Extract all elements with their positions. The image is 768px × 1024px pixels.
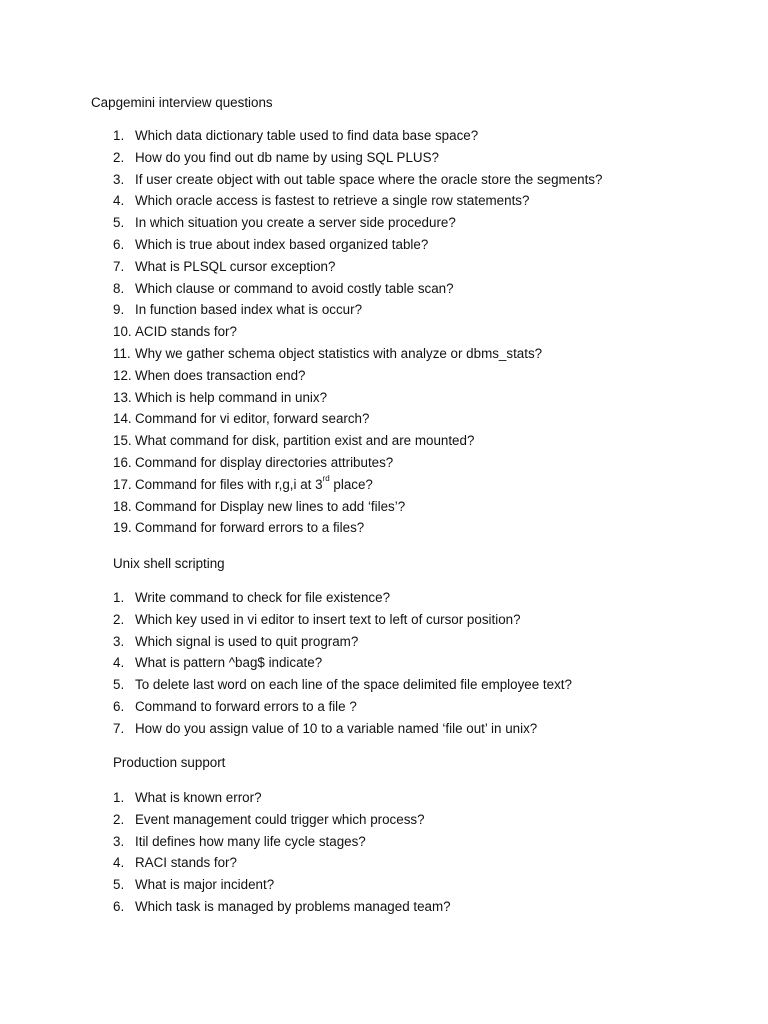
question-text-main: How do you assign value of 10 to a variable named ‘file out’ in unix? — [135, 720, 538, 736]
superscript-ordinal: rd — [322, 474, 330, 484]
question-text — [135, 258, 335, 276]
question-text — [135, 323, 237, 341]
question-text — [135, 192, 529, 210]
question-number: 6. — [113, 898, 125, 914]
question-text — [135, 410, 369, 428]
question-number: 10. — [113, 324, 132, 340]
question-text-main: Which clause or command to avoid costly table scan? — [135, 280, 454, 296]
question-text-main: How do you find out db name by using SQL PLUS? — [135, 149, 439, 165]
question-text-main: Command for Display new lines to add ‘files’? — [135, 498, 406, 514]
question-number: 16. — [113, 454, 132, 470]
question-text — [135, 454, 393, 472]
document-title: Capgemini interview questions — [91, 95, 273, 110]
question-number: 6. — [113, 698, 125, 714]
question-number: 2. — [113, 811, 125, 827]
question-text — [135, 149, 439, 167]
question-text-main: ACID stands for? — [135, 324, 237, 340]
question-text-main: RACI stands for? — [135, 855, 237, 871]
question-number: 17. — [113, 476, 132, 492]
question-text-main: Command for display directories attributes? — [135, 454, 394, 470]
question-text-main: What is major incident? — [135, 877, 275, 893]
question-number: 5. — [113, 877, 125, 893]
question-text-main: Which oracle access is fastest to retrieve a single row statements? — [135, 193, 530, 209]
question-text — [135, 633, 358, 651]
question-number: 8. — [113, 280, 125, 296]
question-text-main: To delete last word on each line of the space delimited file employee text? — [135, 677, 572, 693]
question-text-main: Event management could trigger which process? — [135, 811, 425, 827]
question-text — [135, 236, 428, 254]
question-text — [135, 345, 542, 363]
question-text-main: Write command to check for file existence? — [135, 590, 391, 605]
question-number: 3. — [113, 633, 125, 649]
question-text — [135, 519, 364, 537]
question-text — [135, 280, 454, 298]
question-text-main: Which data dictionary table used to find data base space? — [135, 128, 479, 143]
question-text — [135, 432, 474, 450]
question-number: 3. — [113, 171, 125, 187]
question-number: 1. — [113, 128, 125, 143]
question-text-main: What is pattern ^bag$ indicate? — [135, 655, 323, 671]
question-number: 19. — [113, 520, 132, 536]
question-number: 13. — [113, 389, 132, 405]
question-text — [135, 301, 362, 319]
question-text-main: Command for files with r,g,i at 3 — [135, 476, 323, 492]
question-text-main: Command for forward errors to a files? — [135, 520, 365, 536]
question-text-main: What is PLSQL cursor exception? — [135, 258, 336, 274]
question-number: 14. — [113, 411, 132, 427]
question-text-main: Command for vi editor, forward search? — [135, 411, 370, 427]
question-number: 7. — [113, 720, 125, 736]
question-number: 6. — [113, 236, 125, 252]
question-text — [135, 389, 327, 407]
question-text — [135, 476, 373, 494]
question-text — [135, 214, 456, 232]
question-text-main: Which task is managed by problems managed team? — [135, 898, 451, 914]
question-number: 12. — [113, 367, 132, 383]
question-text-main: Why we gather schema object statistics with analyze or dbms_stats? — [135, 345, 543, 361]
question-text-main: Which signal is used to quit program? — [135, 633, 359, 649]
question-text — [135, 789, 262, 807]
question-text — [135, 589, 390, 607]
question-text-main: Command to forward errors to a file ? — [135, 698, 357, 714]
question-text-main: What is known error? — [135, 790, 262, 805]
question-text-main: In function based index what is occur? — [135, 302, 363, 318]
question-number: 7. — [113, 258, 125, 274]
question-text-main: When does transaction end? — [135, 367, 306, 383]
question-text — [135, 833, 366, 851]
section-heading-unix: Unix shell scripting — [113, 556, 225, 571]
question-number: 1. — [113, 790, 125, 805]
question-number: 2. — [113, 149, 125, 165]
question-number: 9. — [113, 302, 125, 318]
question-text-main: In which situation you create a server side procedure? — [135, 215, 456, 231]
question-number: 2. — [113, 611, 125, 627]
question-number: 4. — [113, 193, 125, 209]
question-text — [135, 654, 322, 672]
question-number: 11. — [113, 345, 131, 361]
question-text — [135, 611, 521, 629]
question-text — [135, 876, 274, 894]
question-text — [135, 171, 602, 189]
question-text — [135, 811, 425, 829]
question-text-main: Which key used in vi editor to insert text to left of cursor position? — [135, 611, 521, 627]
question-text-main: Itil defines how many life cycle stages? — [135, 833, 366, 849]
question-text — [135, 498, 405, 516]
question-number: 18. — [113, 498, 132, 514]
question-text — [135, 676, 572, 694]
question-text — [135, 127, 478, 145]
question-number: 3. — [113, 833, 125, 849]
question-text — [135, 898, 451, 916]
question-text — [135, 720, 537, 738]
question-text-tail: place? — [329, 476, 373, 492]
question-text — [135, 698, 357, 716]
question-number: 5. — [113, 215, 125, 231]
question-number: 15. — [113, 433, 132, 449]
question-number: 4. — [113, 855, 125, 871]
question-text-main: Which is help command in unix? — [135, 389, 328, 405]
question-text-main: What command for disk, partition exist and are mounted? — [135, 433, 475, 449]
section-heading-production: Production support — [113, 755, 226, 770]
question-number: 5. — [113, 677, 125, 693]
question-text-main: If user create object with out table space where the oracle store the segments? — [135, 171, 603, 187]
question-text-main: Which is true about index based organized table? — [135, 236, 429, 252]
question-text — [135, 367, 305, 385]
question-text — [135, 854, 237, 872]
question-number: 4. — [113, 655, 125, 671]
question-number: 1. — [113, 590, 125, 605]
